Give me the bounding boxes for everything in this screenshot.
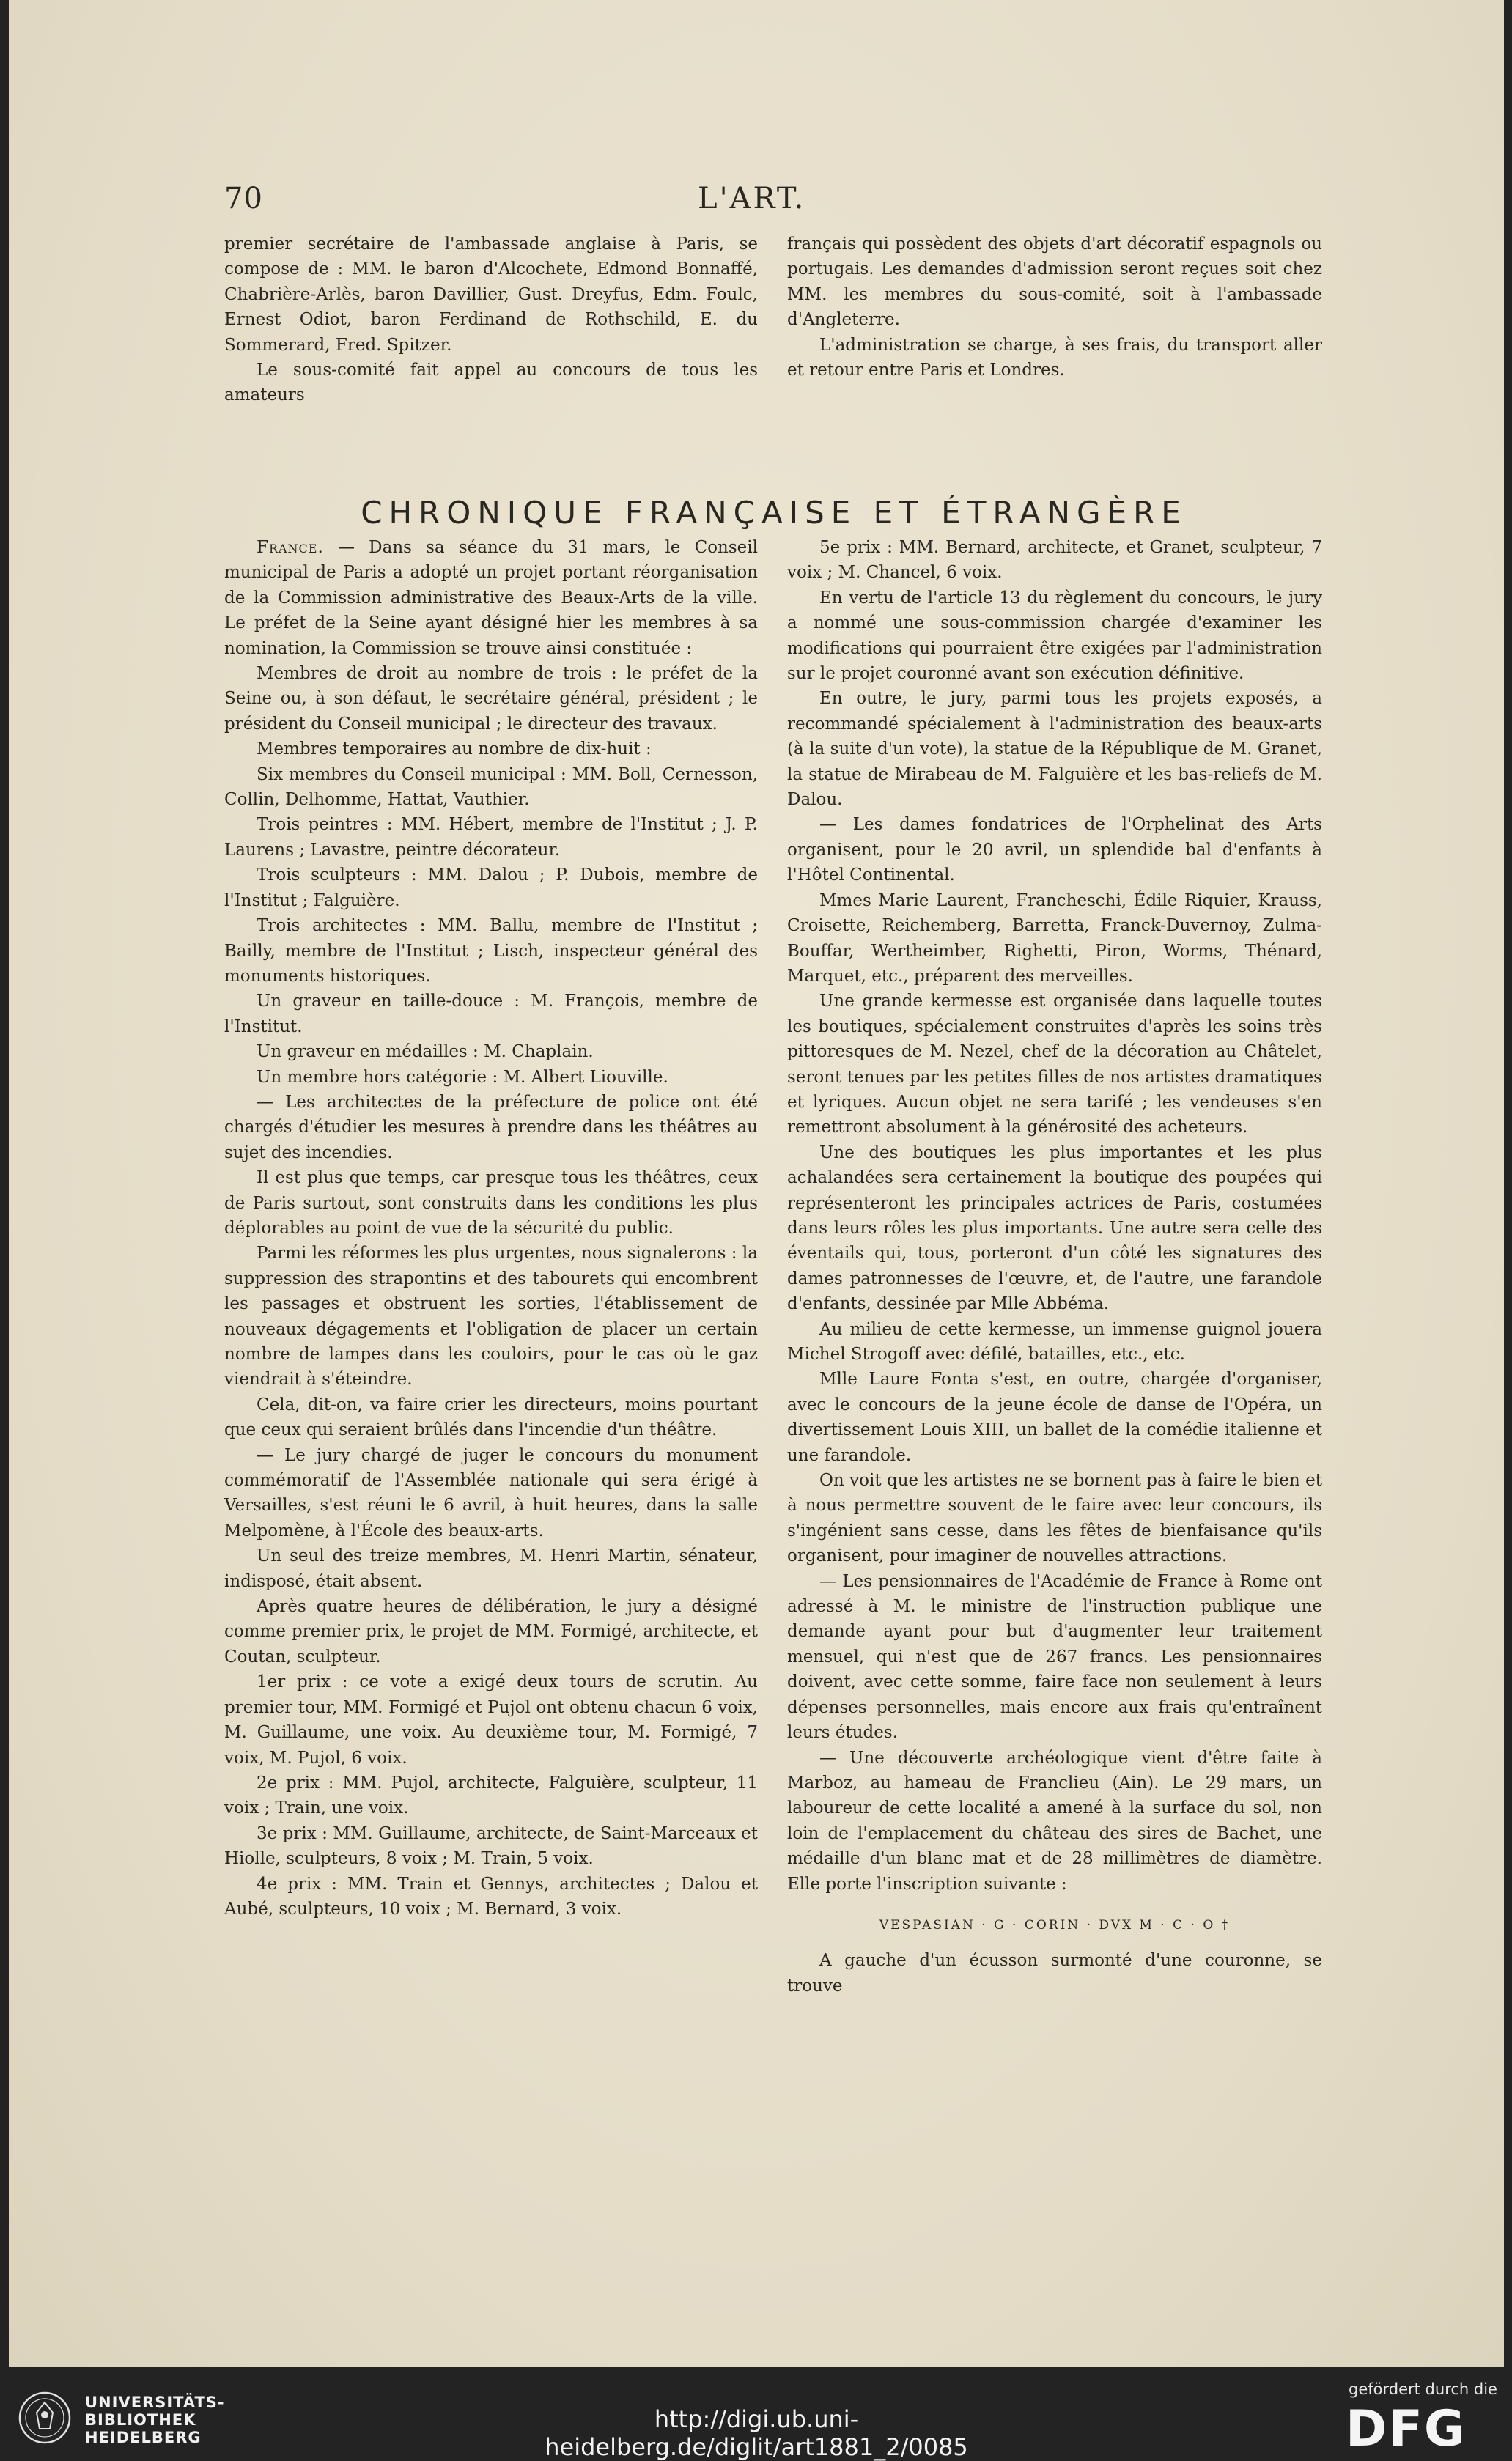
paragraph: Un graveur en médailles : M. Chaplain. [257, 1042, 594, 1062]
section-title: CHRONIQUE FRANÇAISE ET ÉTRANGÈRE [361, 494, 1187, 531]
paragraph: En vertu de l'article 13 du règlement du concours, le jury a nommé une sous-commission chargée d'examiner les modifications qui pourraient être exigées par l'administration sur le projet couronné avant son exécution définitive. [787, 588, 1322, 684]
paragraph: France. — Dans sa séance du 31 mars, le Conseil municipal de Paris a adopté un projet portant réorganisation de la Commission administrative des Beaux-Arts de la ville. Le préfet de la Seine ayant désigné hier les membres à sa nomination, la Commission se trouve ainsi constituée : [224, 538, 758, 658]
paragraph: On voit que les artistes ne se bornent pas à faire le bien et à nous permettre souvent de le faire avec leur concours, ils s'ingénient sans cesse, dans les fêtes de bienfaisance qu'ils organisent, pour imaginer de nouvelles attractions. [787, 1471, 1322, 1566]
paragraph: Après quatre heures de délibération, le jury a désigné comme premier prix, le projet de MM. Formigé, architecte, et Coutan, sculpteur. [224, 1597, 758, 1667]
paragraph: Six membres du Conseil municipal : MM. Boll, Cernesson, Collin, Delhomme, Hattat, Vauthier. [224, 764, 758, 810]
paragraph: L'administration se charge, à ses frais, du transport aller et retour entre Paris et Londres. [787, 335, 1322, 380]
paragraph: Trois sculpteurs : MM. Dalou ; P. Dubois, membre de l'Institut ; Falguière. [224, 866, 758, 910]
medal-inscription: VESPASIAN · G · CORIN · DVX M · C · O † [879, 1917, 1231, 1933]
paragraph: 4e prix : MM. Train et Gennys, architectes ; Dalou et Aubé, sculpteurs, 10 voix ; M. Bernard, 3 voix. [224, 1874, 758, 1919]
main-left-column [224, 535, 758, 1922]
paragraph: Un seul des treize membres, M. Henri Martin, sénateur, indisposé, était absent. [224, 1546, 758, 1591]
paragraph: Au milieu de cette kermesse, un immense guignol jouera Michel Strogoff avec défilé, batailles, etc., etc. [787, 1319, 1322, 1364]
paragraph: Un membre hors catégorie : M. Albert Liouville. [257, 1067, 668, 1087]
paragraph: 3e prix : MM. Guillaume, architecte, de Saint-Marceaux et Hiolle, sculpteurs, 8 voix ; M. Train, 5 voix. [224, 1823, 758, 1869]
paragraph: Une des boutiques les plus importantes et les plus achalandées sera certainement la boutique des poupées qui représenteront les principales actrices de Paris, costumées dans leurs rôles les plus importants. Une autre sera celle des éventails qui, tous, porteront d'un côté les signatures des dames patronnesses de l'œuvre, et, de l'autre, une farandole d'enfants, dessinée par Mlle Abbéma. [787, 1143, 1322, 1314]
lead-in: France. [257, 538, 324, 557]
permalink-url[interactable]: http://digi.ub.uni-heidelberg.de/diglit/art1881_2/0085 [545, 2405, 968, 2461]
paragraph: Parmi les réformes les plus urgentes, nous signalerons : la suppression des strapontins et des tabourets qui encombrent les passages et obstruent les sorties, l'établissement de nouveaux dégagements et l'obligation de placer un certain nombre de lampes dans les couloirs, pour le cas où le gaz viendrait à s'éteindre. [224, 1244, 758, 1390]
paragraph: Membres de droit au nombre de trois : le préfet de la Seine ou, à son défaut, le secrétaire général, président ; le président du Conseil municipal ; le directeur des travaux. [224, 664, 758, 734]
paragraph: 5e prix : MM. Bernard, architecte, et Granet, sculpteur, 7 voix ; M. Chancel, 6 voix. [787, 538, 1322, 583]
paragraph: premier secrétaire de l'ambassade anglaise à Paris, se compose de : MM. le baron d'Alcochete, Edmond Bonnaffé, Chabrière-Arlès, baron Davillier, Gust. Dreyfus, Edm. Foulc, Ernest Odiot, baron Ferdinand de Rothschild, E. du Sommerard, Fred. Spitzer. [224, 235, 758, 355]
paragraph: — Les dames fondatrices de l'Orphelinat des Arts organisent, pour le 20 avril, un splendide bal d'enfants à l'Hôtel Continental. [787, 815, 1322, 885]
scanned-page [9, 0, 1504, 2367]
running-head: L'ART. [698, 182, 806, 215]
paragraph: — Les pensionnaires de l'Académie de France à Rome ont adressé à M. le ministre de l'instruction publique une demande ayant pour but d'augmenter leur traitement mensuel, qui n'est que de 267 francs. Les pensionnaires doivent, avec cette somme, faire face non seulement à leurs dépenses personnelles, mais encore aux frais qu'entraînent leurs études. [787, 1571, 1322, 1743]
paragraph: Le sous-comité fait appel au concours de tous les amateurs [224, 361, 758, 405]
paragraph: Il est plus que temps, car presque tous les théâtres, ceux de Paris surtout, sont construits dans les conditions les plus déplorables au point de vue de la sécurité du public. [224, 1168, 758, 1238]
paragraph: Une grande kermesse est organisée dans laquelle toutes les boutiques, spécialement construites d'après les soins très pittoresques de M. Nezel, chef de la décoration au Châtelet, seront tenues par les petites filles de nos artistes dramatiques et lyriques. Aucun objet ne sera tarifé ; les vendeuses s'en remettront absolument à la générosité des acheteurs. [787, 992, 1322, 1137]
paragraph: 2e prix : MM. Pujol, architecte, Falguière, sculpteur, 11 voix ; Train, une voix. [224, 1773, 758, 1818]
paragraph: Membres temporaires au nombre de dix-huit : [257, 739, 652, 759]
dfg-logo: DFG [1346, 2400, 1467, 2458]
paragraph: — Une découverte archéologique vient d'être faite à Marboz, au hameau de Franclieu (Ain). Le 29 mars, un laboureur de cette localité a amené à la surface du sol, non loin de l'emplacement du château des sires de Bachet, une médaille d'un blanc mat et de 28 millimètres de diamètre. Elle porte l'inscription suivante : [787, 1748, 1322, 1894]
paragraph: A gauche d'un écusson surmonté d'une couronne, se trouve [787, 1951, 1322, 1996]
paragraph: En outre, le jury, parmi tous les projets exposés, a recommandé spécialement à l'administration des beaux-arts (à la suite d'un vote), la statue de la République de M. Granet, la statue de Mirabeau de M. Falguière et les bas-reliefs de M. Dalou. [787, 689, 1322, 810]
paragraph: Trois peintres : MM. Hébert, membre de l'Institut ; J. P. Laurens ; Lavastre, peintre décorateur. [224, 815, 758, 860]
paragraph: Cela, dit-on, va faire crier les directeurs, moins pourtant que ceux qui seraient brûlés dans l'incendie d'un théâtre. [224, 1395, 758, 1440]
page-number: 70 [224, 182, 263, 215]
paragraph: Mmes Marie Laurent, Francheschi, Édile Riquier, Krauss, Croisette, Reichemberg, Barretta, Franck-Duvernoy, Zulma-Bouffar, Wertheimber, Righetti, Piron, Worms, Thénard, Marquet, etc., préparent des merveilles. [787, 890, 1322, 986]
main-right-column [787, 535, 1322, 1999]
paragraph: — Le jury chargé de juger le concours du monument commémoratif de l'Assemblée nationale qui sera érigé à Versailles, s'est réuni le 6 avril, à huit heures, dans la salle Melpomène, à l'École des beaux-arts. [224, 1445, 758, 1541]
viewer-footer [0, 2367, 1512, 2460]
paragraph: 1er prix : ce vote a exigé deux tours de scrutin. Au premier tour, MM. Formigé et Pujol ont obtenu chacun 6 voix, M. Guillaume, une voix. Au deuxième tour, M. Formigé, 7 voix, M. Pujol, 6 voix. [224, 1672, 758, 1768]
top-right-column [787, 232, 1322, 383]
funded-by-label: gefördert durch die [1349, 2380, 1497, 2398]
paragraph: Un graveur en taille-douce : M. François, membre de l'Institut. [224, 992, 758, 1036]
library-name: UNIVERSITÄTS- BIBLIOTHEK HEIDELBERG [85, 2394, 225, 2446]
paragraph: — Les architectes de la préfecture de police ont été chargés d'étudier les mesures à prendre dans les théâtres au sujet des incendies. [224, 1092, 758, 1162]
paragraph: Mlle Laure Fonta s'est, en outre, chargée d'organiser, avec le concours de la jeune école de danse de l'Opéra, un divertissement Louis XIII, un ballet de la comédie italienne et une farandole. [787, 1370, 1322, 1465]
university-seal-icon [18, 2391, 72, 2445]
paragraph: français qui possèdent des objets d'art décoratif espagnols ou portugais. Les demandes d'admission seront reçues soit chez MM. les membres du sous-comité, soit à l'ambassade d'Angleterre. [787, 235, 1322, 330]
paragraph: Trois architectes : MM. Ballu, membre de l'Institut ; Bailly, membre de l'Institut ; Lisch, inspecteur général des monuments historiques. [224, 916, 758, 986]
top-left-column [224, 232, 758, 408]
